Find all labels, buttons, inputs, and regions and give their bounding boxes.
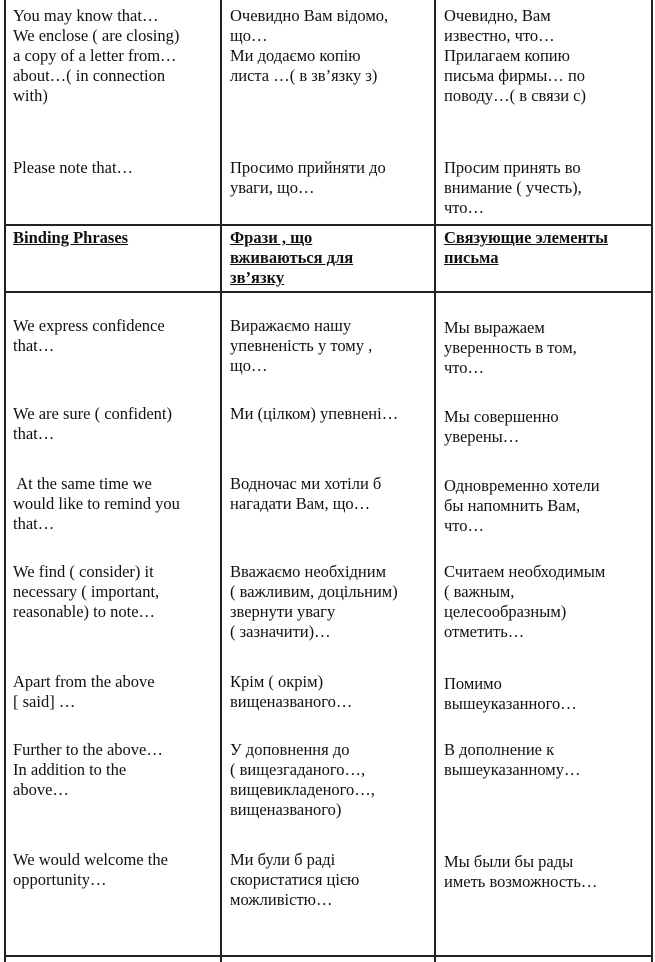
table-cell-en: At the same time we would like to remind you that… <box>13 474 180 533</box>
table-cell-ru: В дополнение к вышеуказанному… <box>444 740 581 779</box>
table-cell-ru: Мы совершенно уверены… <box>444 407 559 446</box>
table-cell-en: We express confidence that… <box>13 316 165 355</box>
table-cell-ru: Одновременно хотели бы напомнить Вам, что… <box>444 476 600 535</box>
table-cell-ru: Помимо вышеуказанного… <box>444 674 577 713</box>
table-cell-ru: Считаем необходимым ( важным, целесообразным) отметить… <box>444 562 606 641</box>
table-cell-uk: Очевидно Вам відомо, що… Ми додаємо копію листа …( в зв’язку з) <box>230 6 389 85</box>
table-cell-en: You may know that… We enclose ( are closing) a copy of a letter from… about…( in connection with) <box>13 6 180 105</box>
table-rule-bottom <box>4 955 653 957</box>
table-column-divider-2 <box>434 0 436 962</box>
table-border-right <box>651 0 653 962</box>
table-cell-uk: Ми були б раді скористатися цією можливістю… <box>230 850 360 909</box>
table-cell-en: Apart from the above [ said] … <box>13 672 155 711</box>
table-cell-ru: Очевидно, Вам известно, что… Прилагаем копию письма фирмы… по поводу…( в связи с) <box>444 6 586 105</box>
table-cell-en: We find ( consider) it necessary ( important, reasonable) to note… <box>13 562 160 621</box>
column-header-uk: Фрази , що вживаються для зв’язку <box>230 228 354 287</box>
table-cell-uk: Ми (цілком) упевнені… <box>230 404 399 423</box>
table-border-left <box>4 0 6 962</box>
table-rule-header-top <box>4 224 653 226</box>
table-cell-en: Further to the above… In addition to the above… <box>13 740 163 799</box>
table-cell-ru: Мы выражаем уверенность в том, что… <box>444 318 577 377</box>
table-cell-uk: Виражаємо нашу упевненість у тому , що… <box>230 316 373 375</box>
table-cell-uk: Крім ( окрім) вищеназваного… <box>230 672 353 711</box>
table-cell-uk: У доповнення до ( вищезгаданого…, вищевикладеного…, вищеназваного) <box>230 740 375 819</box>
column-header-ru: Связующие элементы письма <box>444 228 609 267</box>
table-rule-header-bottom <box>4 291 653 293</box>
table-cell-ru: Просим принять во внимание ( учесть), что… <box>444 158 582 217</box>
table-cell-en: Please note that… <box>13 158 134 177</box>
column-header-en: Binding Phrases <box>13 228 129 247</box>
table-cell-en: We would welcome the opportunity… <box>13 850 168 889</box>
table-column-divider-1 <box>220 0 222 962</box>
table-cell-en: We are sure ( confident) that… <box>13 404 173 443</box>
table-cell-uk: Просимо прийняти до уваги, що… <box>230 158 386 197</box>
table-cell-ru: Мы были бы рады иметь возможность… <box>444 852 598 891</box>
table-cell-uk: Водночас ми хотіли б нагадати Вам, що… <box>230 474 382 513</box>
table-cell-uk: Вважаємо необхідним ( важливим, доцільним) звернути увагу ( зазначити)… <box>230 562 398 641</box>
